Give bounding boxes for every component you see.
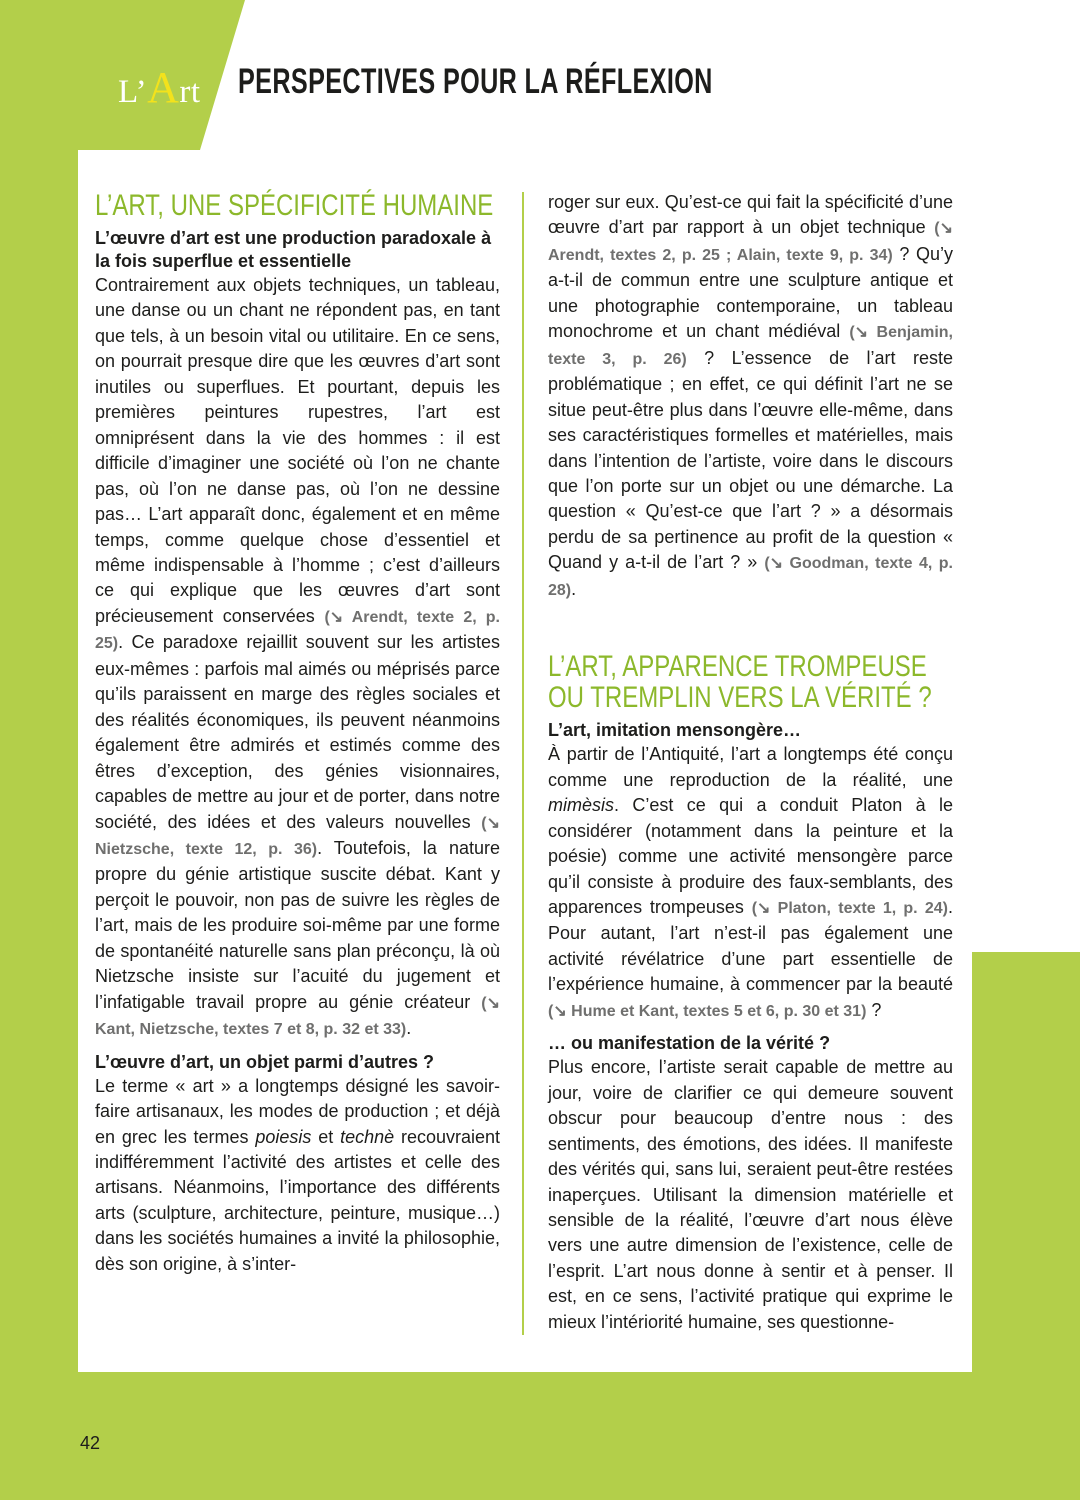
paragraph-text: Plus encore, l’artiste serait capable de mettre au jour, voire de clarifier ce qui demeure souvent obscur pour beaucoup d’entre nous : des sentiments, des émotions, des idées. Il manifeste des vérités qui, sans lui, seraient peut-être restées inaperçues. Utilisant la dimension matérielle et sensible de la réalité, l’œuvre d’art nous élève vers une autre dimension de l’existence, celle de l’esprit. L’art nous donne à sentir et à penser. Il est, en ce sens, l’activité pratique qui exprime le mieux l’intériorité humaine, ses questionne- (548, 1057, 953, 1332)
page-title: PERSPECTIVES POUR LA RÉFLEXION (238, 62, 713, 101)
subsection-heading: L’art, imitation mensongère… (548, 720, 802, 741)
body-paragraph (95, 273, 500, 1043)
column-divider (522, 192, 524, 1335)
text-reference: (↘ Hume et Kant, textes 5 et 6, p. 30 et 31) (548, 1002, 867, 1020)
text-reference: (↘ Platon, texte 1, p. 24) (751, 899, 948, 917)
text-reference: (↘ Arendt, texte 2, p. 25) (95, 608, 500, 653)
right-column (548, 190, 953, 1343)
paragraph-text: Contrairement aux objets techniques, un tableau, une danse ou un chant ne répondent pas, en tant que tels, à un besoin vital ou utilitaire. En ce sens, on pourrait presque dire que les œuvres d’art sont inutiles ou superflues. Et pourtant, depuis les premières peintures rupestres, l’art est omniprésent dans la vie des hommes : il est difficile d’imaginer une société où l’on ne chante pas, où l’on ne danse pas, où l’on ne dessine pas… L’art apparaît donc, également et en même temps, comme quelque chose d’essentiel et même indispensable à l’homme ; c’est d’ailleurs ce qui explique que les œuvres d’art sont précieusement conservées (95, 275, 500, 626)
italic-term: technè (340, 1126, 395, 1147)
body-paragraph (548, 742, 953, 1024)
page-number: 42 (80, 1433, 101, 1453)
bottom-green-band (0, 1372, 1080, 1500)
text-reference: (↘ Arendt, textes 2, p. 25 ; Alain, texte 9, p. 34) (548, 220, 953, 264)
paragraph-text: . Ce paradoxe rejaillit souvent sur les artistes eux-mêmes : parfois mal aimés ou méprisés parce qu’ils paraissent en marge des règles sociales et des réalités économiques, ils peuvent néanmoins également être admirés et estimés comme des êtres d’exception, des génies visionnaires, capables de mettre au jour et de porter, dans notre société, des idées et des valeurs nouvelles (95, 632, 500, 832)
paragraph-text: ? Qu’y a-t-il de commun entre une sculpture antique et une photographie contemporaine, un tableau monochrome et un chant médiéval (548, 243, 953, 342)
text-reference: (↘ Kant, Nietzsche, textes 7 et 8, p. 32 et 33) (95, 994, 500, 1039)
section-heading: L’ART, UNE SPÉCIFICITÉ HUMAINE (95, 189, 494, 222)
right-green-band (972, 952, 1080, 1372)
left-green-band (0, 150, 78, 1500)
chapter-label-initial: A (147, 63, 180, 112)
body-paragraph (548, 1055, 953, 1335)
paragraph-text: . C’est ce qui a conduit Platon à le considérer (notamment dans la peinture et la poésie) comme une activité mensongère parce qu’il consiste à produire des faux-semblants, des apparences trompeuses (548, 795, 953, 917)
paragraph-text: À partir de l’Antiquité, l’art a longtemps été conçu comme une reproduction de la réalité, une (548, 744, 953, 790)
left-column (95, 190, 500, 1285)
body-paragraph (95, 1074, 500, 1278)
chapter-label-prefix: L’ (118, 74, 148, 110)
italic-term: mimèsis (548, 795, 614, 816)
text-reference: (↘ Nietzsche, texte 12, p. 36) (95, 814, 500, 858)
text-reference: (↘ Benjamin, texte 3, p. 26) (548, 324, 954, 368)
paragraph-text: . (571, 578, 577, 599)
chapter-label (118, 62, 201, 113)
paragraph-text: Le terme « art » a longtemps désigné les savoir-faire artisanaux, les modes de production ; et déjà en grec les termes (95, 1075, 500, 1147)
paragraph-text: ? L’essence de l’art reste problématique ; en effet, ce qui définit l’art ne se situe peut-être plus dans l’œuvre elle-même, dans ses caractéristiques formelles et matérielles, mais dans l’intention de l’artiste, voire dans le discours que l’on porte sur un objet ou une démarche. La question « Qu’est-ce que l’art ? » a désormais perdu de sa pertinence au profit de la question « Quand y a-t-il de l’art ? » (548, 347, 953, 573)
subsection-heading: L’œuvre d’art, un objet parmi d’autres ? (95, 1051, 435, 1072)
subsection-heading: … ou manifestation de la vérité ? (548, 1033, 831, 1054)
paragraph-text: . (406, 1018, 412, 1039)
paragraph-text: et (311, 1126, 341, 1147)
section-heading: L’ART, APPARENCE TROMPEUSE OU TREMPLIN VERS LA VÉRITÉ ? (548, 650, 932, 715)
paragraph-text: recouvraient indifféremment l’activité des artistes et celle des artisans. Néanmoins, l’importance des différents arts (sculpture, architecture, peinture, musique…) dans les sociétés humaines a invité la philosophie, dès son origine, à s’inter- (95, 1126, 501, 1274)
paragraph-text: ? (866, 999, 882, 1020)
chapter-label-rest: rt (179, 74, 201, 110)
body-paragraph (548, 190, 953, 603)
subsection-heading: L’œuvre d’art est une production paradoxale à la fois superflue et essentielle (95, 228, 492, 271)
paragraph-text: . Pour autant, l’art n’est-il pas également une activité révélatrice d’une part essentielle de l’expérience humaine, à commencer par la beauté (548, 896, 953, 995)
italic-term: poiesis (255, 1126, 312, 1147)
paragraph-text: roger sur eux. Qu’est-ce qui fait la spécificité d’une œuvre d’art par rapport à un objet technique (548, 192, 953, 238)
paragraph-text: . Toutefois, la nature propre du génie artistique suscite débat. Kant y perçoit le pouvoir, non pas de suivre les règles de l’art, mais de les produire soi-même par une forme de spontanéité naturelle sans plan préconçu, là où Nietzsche insiste sur l’acuité du jugement et l’infatigable travail propre au génie créateur (95, 837, 501, 1012)
text-reference: (↘ Goodman, texte 4, p. 28) (548, 555, 953, 599)
